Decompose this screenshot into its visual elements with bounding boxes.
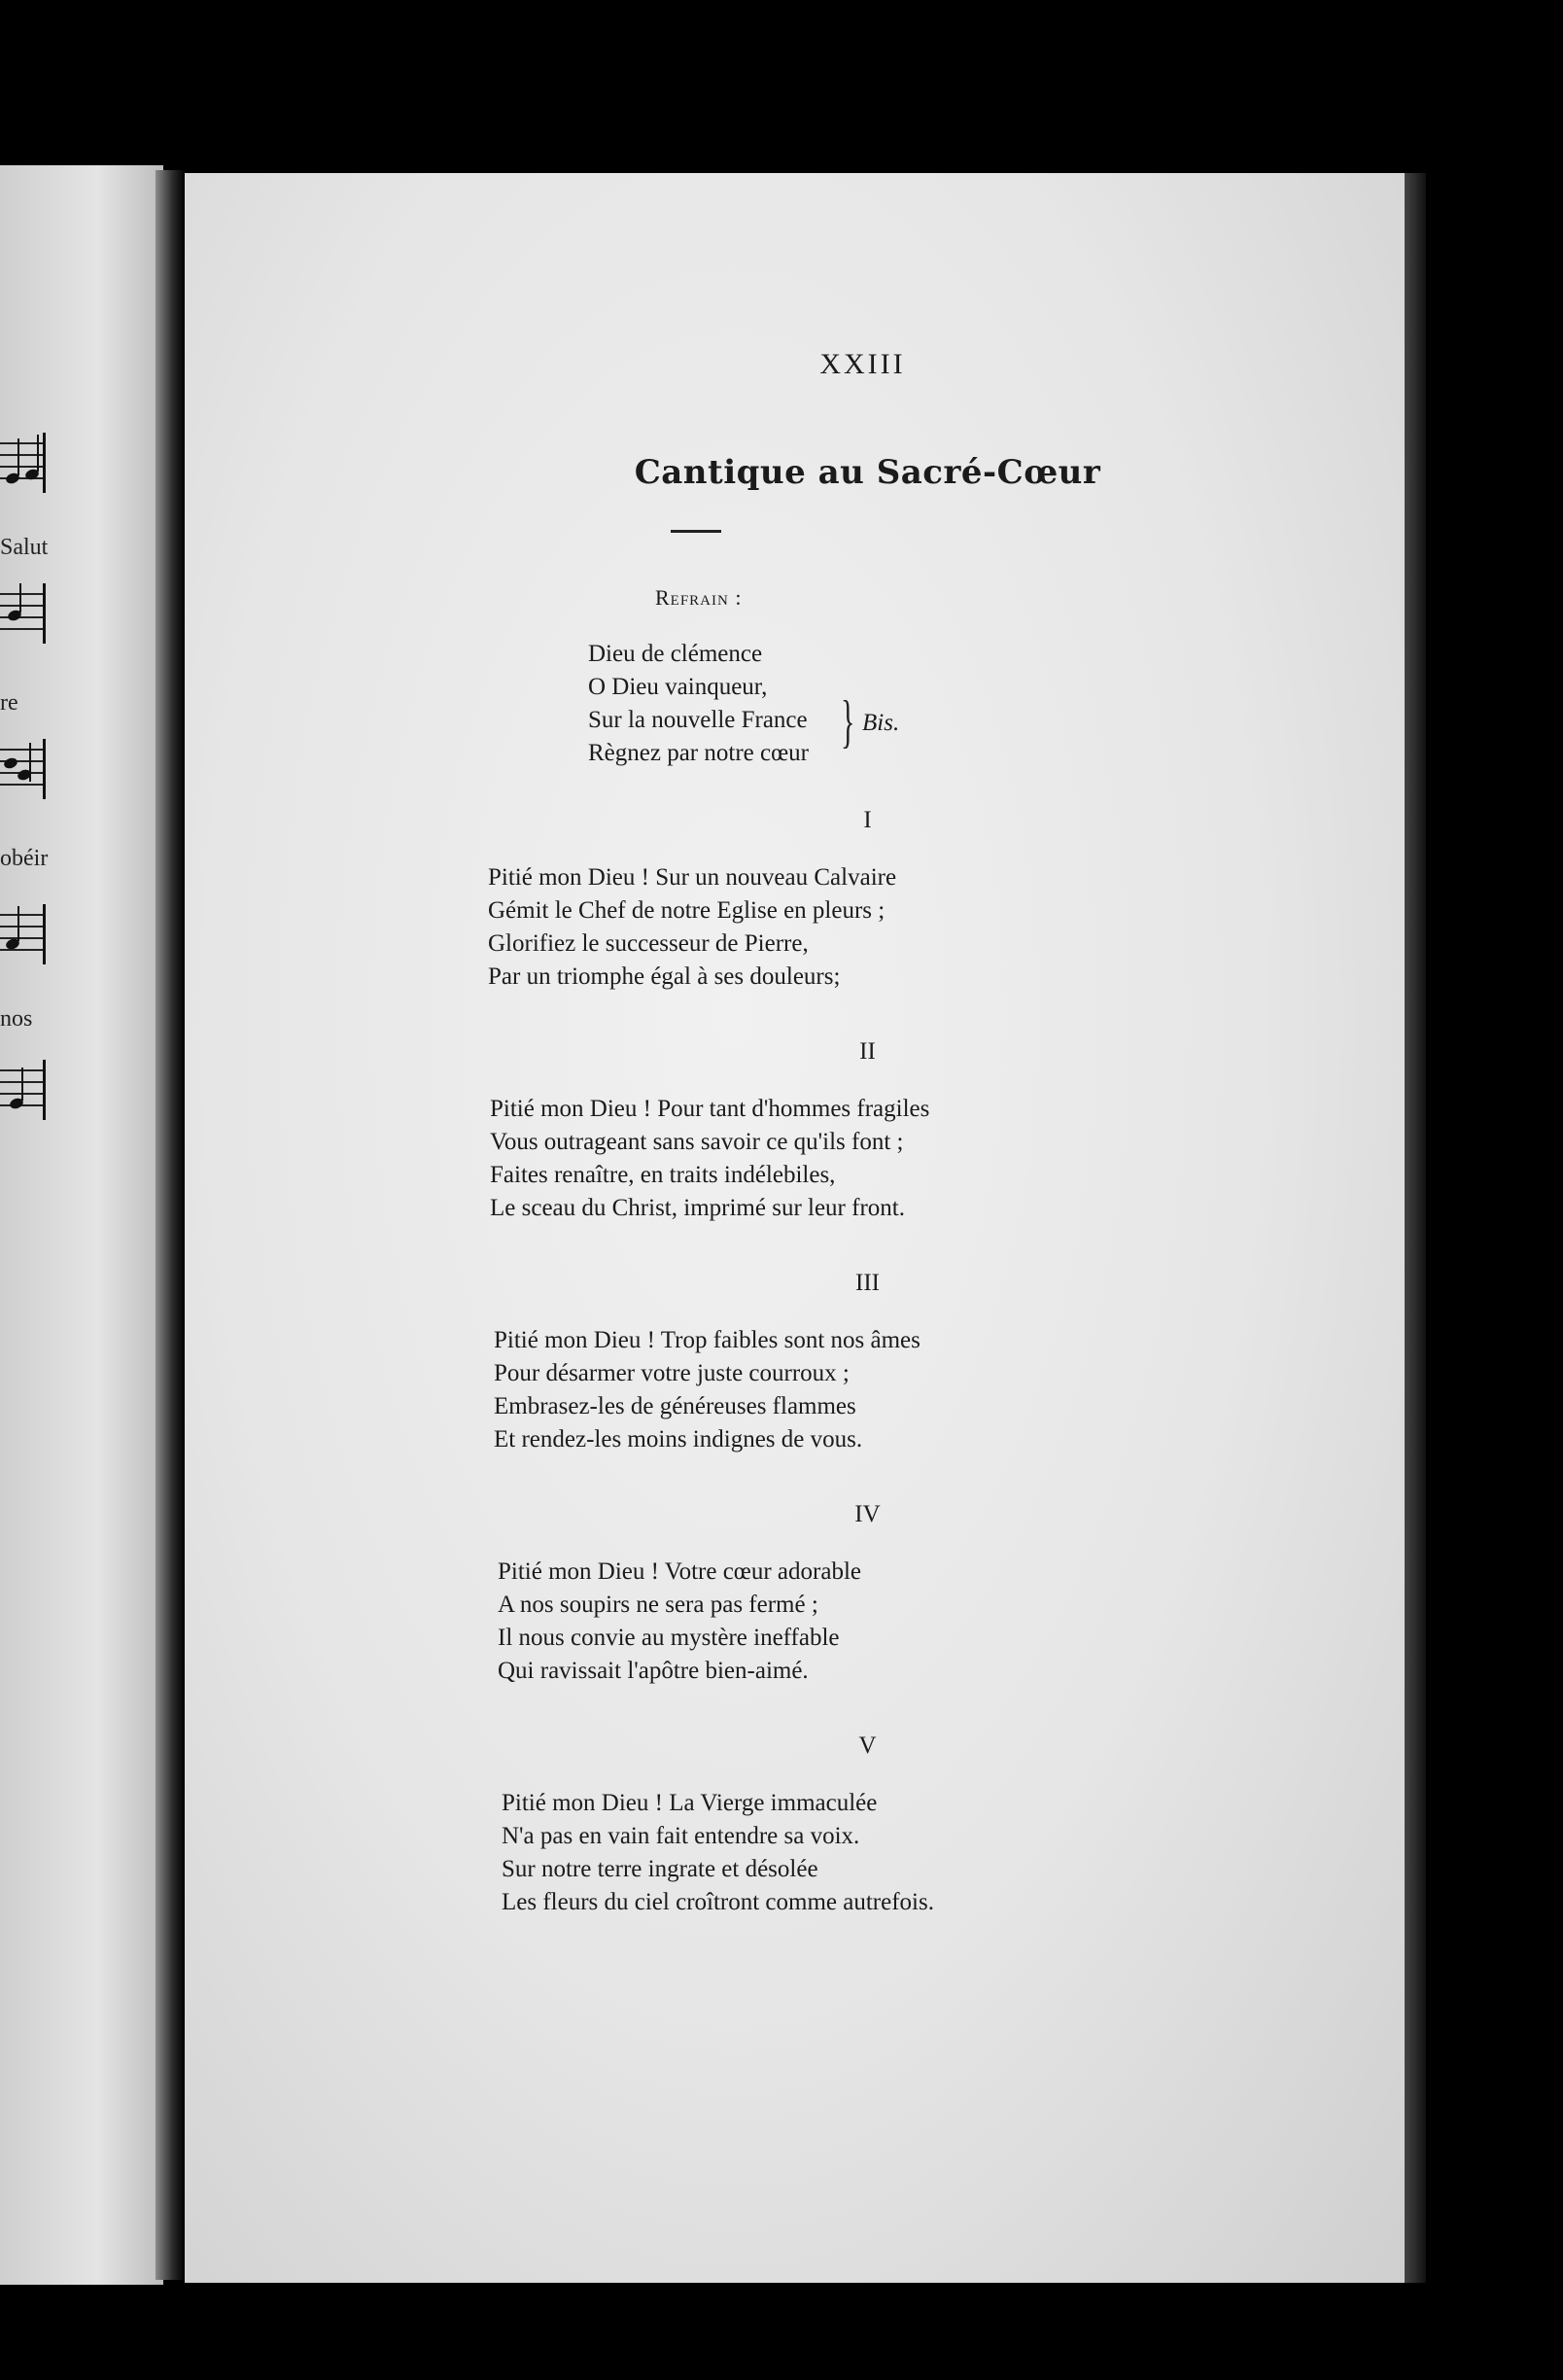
music-staff-fragment xyxy=(0,583,49,644)
stanza-line: Pitié mon Dieu ! Votre cœur adorable xyxy=(498,1558,861,1585)
refrain xyxy=(588,638,809,770)
refrain-line: Dieu de clémence xyxy=(588,641,763,667)
left-word-re: re xyxy=(0,690,18,716)
stanza-numeral: IV xyxy=(854,1501,881,1527)
stanza-numeral: V xyxy=(858,1732,877,1759)
stanza xyxy=(498,1556,861,1688)
page-edge-shadow xyxy=(1405,173,1426,2283)
refrain-brace: } xyxy=(841,689,855,753)
music-staff-fragment xyxy=(0,739,49,799)
book-gutter xyxy=(156,170,185,2280)
stanza-line: Et rendez-les moins indignes de vous. xyxy=(494,1426,863,1452)
stanza-line: Les fleurs du ciel croîtront comme autrefois. xyxy=(502,1889,934,1915)
stanza xyxy=(488,861,896,994)
refrain-heading-text: Refrain : xyxy=(655,585,743,610)
stanza-line: Embrasez-les de généreuses flammes xyxy=(494,1393,856,1419)
stanza xyxy=(494,1324,920,1456)
refrain-heading xyxy=(655,585,742,611)
left-word-salut: Salut xyxy=(0,535,49,560)
stanza-numeral: II xyxy=(859,1038,876,1065)
stanza-line: Pitié mon Dieu ! Trop faibles sont nos âmes xyxy=(494,1327,920,1353)
refrain-line: O Dieu vainqueur, xyxy=(588,674,768,700)
refrain-line: Règnez par notre cœur xyxy=(588,740,809,766)
stanza xyxy=(502,1787,934,1919)
page-number: XXIII xyxy=(819,348,906,380)
stanza-line: Sur notre terre ingrate et désolée xyxy=(502,1856,818,1882)
stanza-line: Par un triomphe égal à ses douleurs; xyxy=(488,963,841,990)
stanza-line: Glorifiez le successeur de Pierre, xyxy=(488,930,809,957)
refrain-repeat-mark: Bis. xyxy=(862,710,900,736)
stanza-line: Il nous convie au mystère ineffable xyxy=(498,1625,840,1651)
music-staff-fragment xyxy=(0,904,49,964)
left-word-obeir: obéir xyxy=(0,846,49,871)
stanza-line: Pitié mon Dieu ! Pour tant d'hommes fragiles xyxy=(490,1096,930,1122)
left-facing-page xyxy=(0,165,163,2285)
stanza-numeral: I xyxy=(863,807,872,833)
stanza-line: Qui ravissait l'apôtre bien-aimé. xyxy=(498,1658,809,1684)
title-rule xyxy=(671,530,721,533)
book-page xyxy=(185,173,1405,2283)
refrain-line: Sur la nouvelle France xyxy=(588,707,808,733)
stanza-line: N'a pas en vain fait entendre sa voix. xyxy=(502,1823,860,1849)
stanza-numeral: III xyxy=(855,1270,880,1296)
stanza-line: A nos soupirs ne sera pas fermé ; xyxy=(498,1592,818,1618)
left-word-nos: nos xyxy=(0,1006,33,1032)
stanza-line: Pitié mon Dieu ! La Vierge immaculée xyxy=(502,1790,878,1816)
stanza-line: Pour désarmer votre juste courroux ; xyxy=(494,1360,850,1386)
music-staff-fragment xyxy=(0,433,49,493)
stanza-line: Pitié mon Dieu ! Sur un nouveau Calvaire xyxy=(488,864,897,891)
stanza-line: Gémit le Chef de notre Eglise en pleurs ; xyxy=(488,897,886,924)
stanza xyxy=(490,1093,929,1225)
stanza-line: Faites renaître, en traits indélebiles, xyxy=(490,1162,836,1188)
music-staff-fragment xyxy=(0,1060,49,1120)
stanza-line: Vous outrageant sans savoir ce qu'ils font ; xyxy=(490,1129,904,1155)
stanza-line: Le sceau du Christ, imprimé sur leur front. xyxy=(490,1195,905,1221)
page-title: Cantique au Sacré-Cœur xyxy=(634,453,1101,492)
